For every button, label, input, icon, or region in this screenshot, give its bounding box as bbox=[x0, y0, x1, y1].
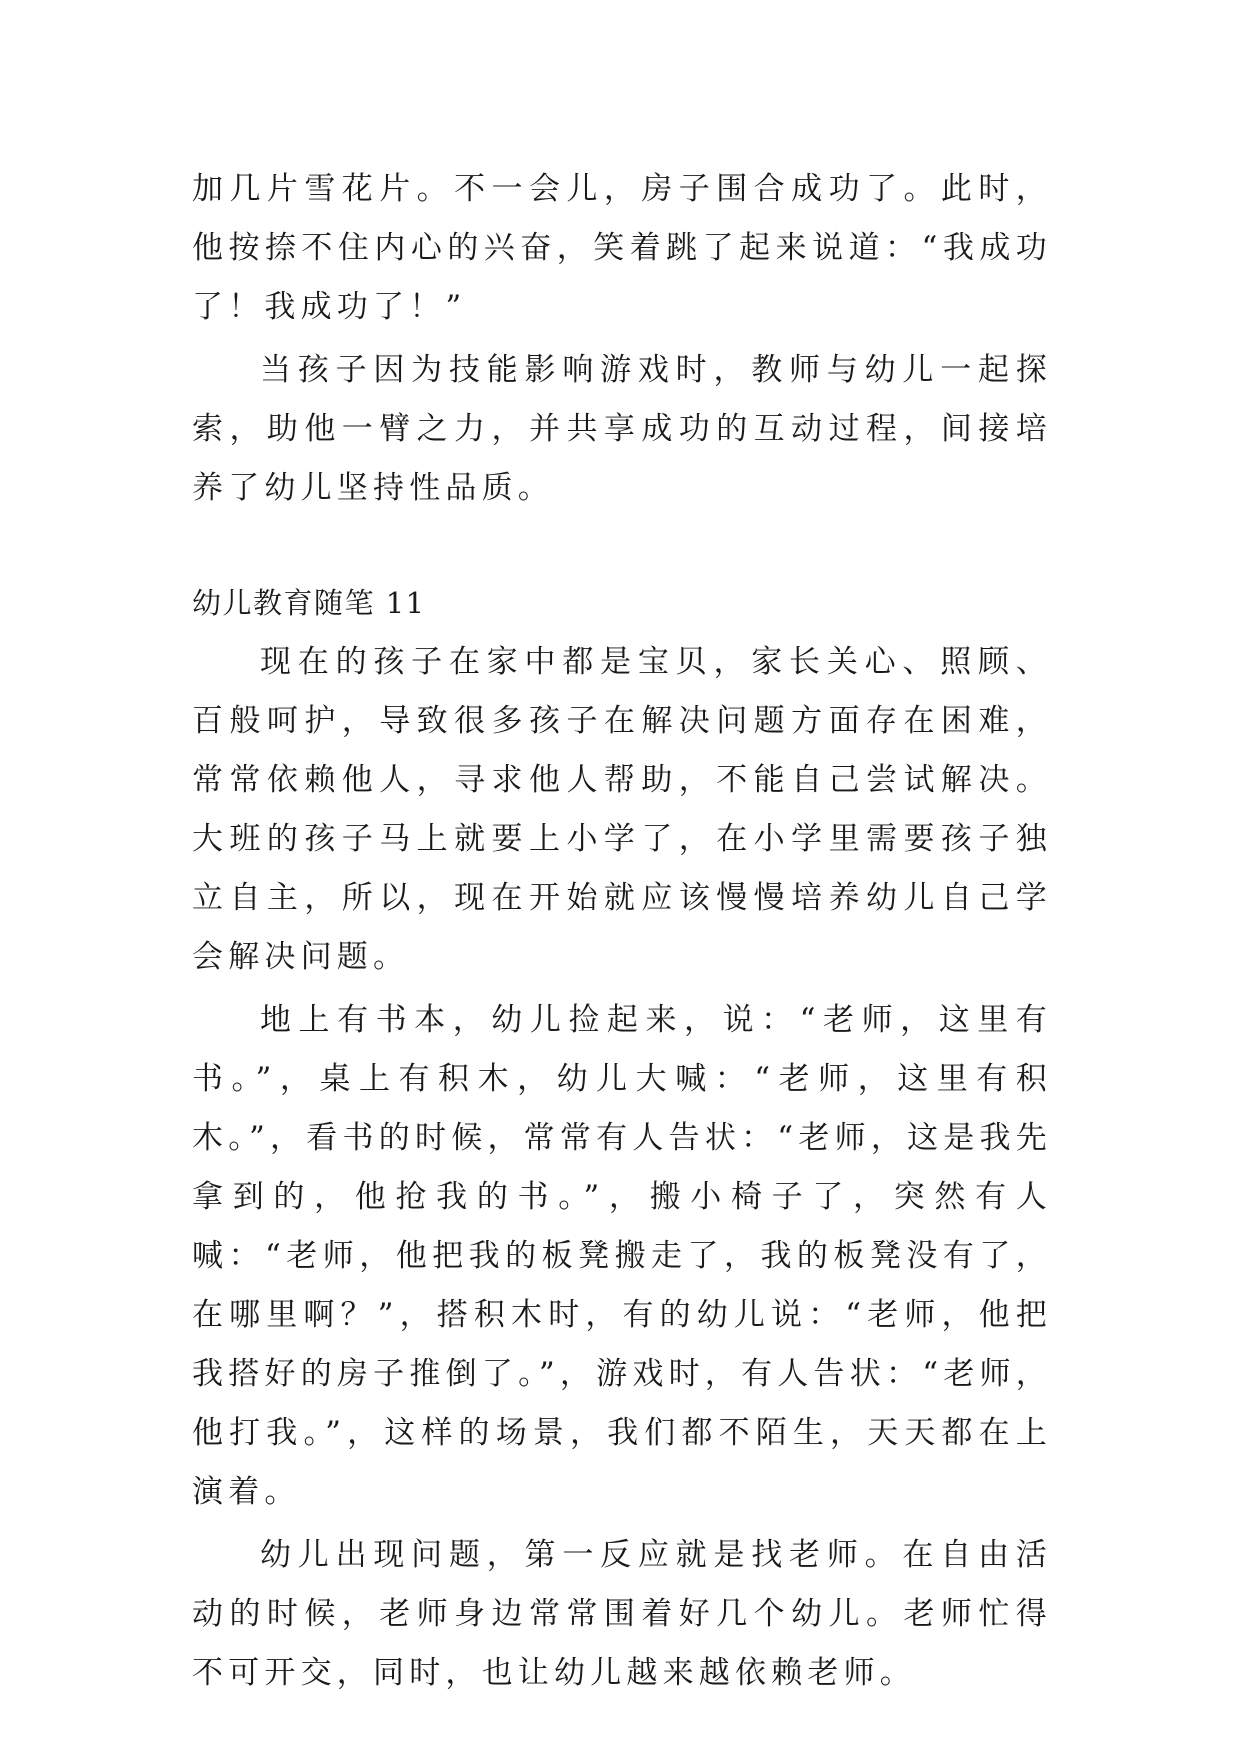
paragraph-intro: 现在的孩子在家中都是宝贝，家长关心、照顾、百般呵护，导致很多孩子在解决问题方面存在困难，常常依赖他人，寻求他人帮助，不能自己尝试解决。大班的孩子马上就要上小学了，在小学里需要孩子独立自主，所以，现在开始就应该慢慢培养幼儿自己学会解决问题。 bbox=[192, 644, 1052, 975]
paragraph-scenes: 地上有书本，幼儿捡起来，说：“老师，这里有书。”，桌上有积木，幼儿大喊：“老师，这里有积木。”，看书的时候，常常有人告状：“老师，这是我先拿到的，他抢我的书。”，搬小椅子了，突然有人喊：“老师，他把我的板凳搬走了，我的板凳没有了，在哪里啊？”，搭积木时，有的幼儿说：“老师，他把我搭好的房子推倒了。”，游戏时，有人告状：“老师，他打我。”，这样的场景，我们都不陌生，天天都在上演着。 bbox=[192, 1002, 1052, 1510]
section-title: 幼儿教育随笔 11 bbox=[192, 586, 426, 620]
paragraph-summary: 当孩子因为技能影响游戏时，教师与幼儿一起探索，助他一臂之力，并共享成功的互动过程，间接培养了幼儿坚持性品质。 bbox=[192, 352, 1052, 506]
document-page bbox=[192, 160, 1052, 1703]
paragraph-conclusion: 幼儿出现问题，第一反应就是找老师。在自由活动的时候，老师身边常常围着好几个幼儿。老师忙得不可开交，同时，也让幼儿越来越依赖老师。 bbox=[192, 1537, 1052, 1691]
paragraph-continuation: 加几片雪花片。不一会儿，房子围合成功了。此时，他按捺不住内心的兴奋，笑着跳了起来说道：“我成功了！我成功了！” bbox=[192, 171, 1052, 325]
